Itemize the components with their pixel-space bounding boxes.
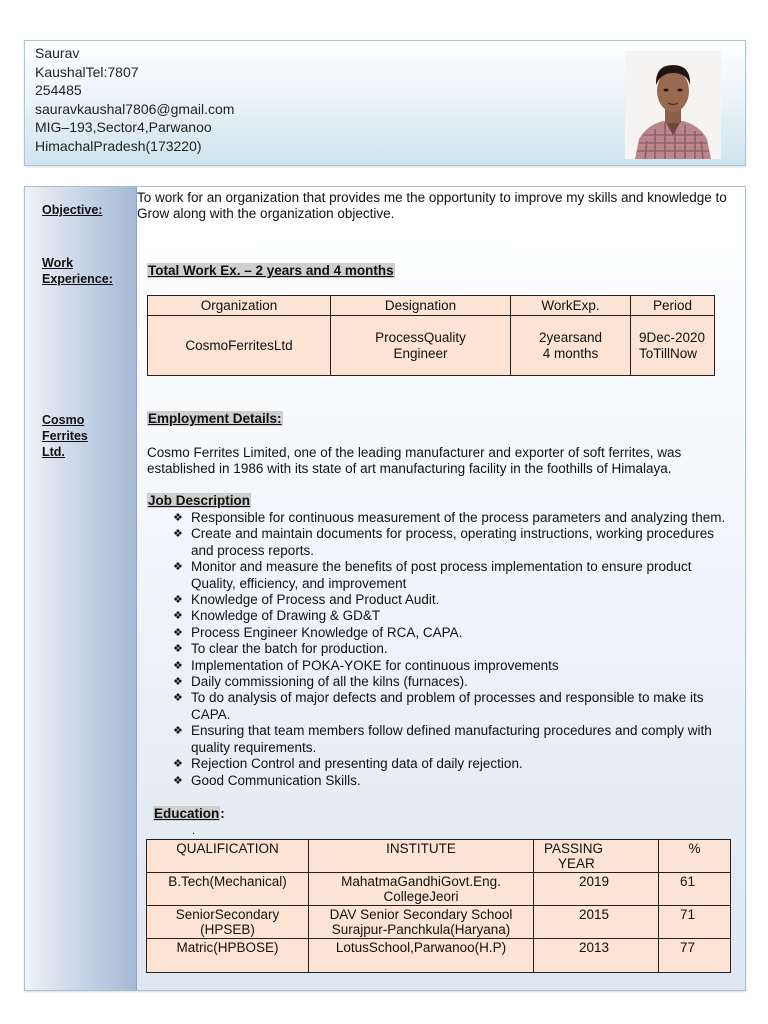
- table-cell: 61: [659, 873, 731, 906]
- designation-line: ProcessQuality: [375, 329, 466, 345]
- employment-text: Cosmo Ferrites Limited, one of the leading manufacturer and exporter of soft ferrites, was established in 1986 with its state of art manufacturing facility in the foothills of Himalaya.: [147, 445, 682, 476]
- workexp-line: 2yearsand: [538, 329, 603, 345]
- table-header: %: [659, 840, 731, 873]
- table-cell: [147, 906, 309, 939]
- qualification-line: SeniorSecondary: [175, 907, 280, 922]
- contact-line: 254485: [35, 82, 82, 98]
- workexp-line: 4 months: [542, 345, 599, 361]
- contact-block: [35, 44, 234, 155]
- sidebar-label-experience: Experience:: [42, 272, 113, 286]
- education-table: [146, 839, 731, 973]
- list-item: ❖ To do analysis of major defects and problem of processes and responsible to make its CAPA.: [147, 690, 739, 723]
- sidebar-label-ferrites: Ferrites: [42, 429, 88, 443]
- list-item: ❖ Monitor and measure the benefits of post process implementation to ensure product Quality, efficiency, and improvement: [147, 559, 739, 592]
- profile-photo-graphic: [625, 51, 721, 159]
- list-item: ❖ Knowledge of Process and Product Audit.: [147, 592, 739, 608]
- table-cell: CosmoFerritesLtd: [148, 316, 331, 376]
- list-item: ❖ Process Engineer Knowledge of RCA, CAPA.: [147, 625, 739, 641]
- table-cell: [631, 316, 715, 376]
- section-content: [137, 187, 745, 990]
- table-cell: [511, 316, 631, 376]
- table-cell: 71: [659, 906, 731, 939]
- contact-line: MIG–193,Sector4,Parwanoo: [35, 119, 212, 135]
- header-year: YEAR: [558, 856, 595, 871]
- resume-body: [24, 186, 746, 991]
- education-dot: .: [192, 825, 196, 837]
- table-cell: 2013: [534, 939, 659, 973]
- table-header: Period: [631, 296, 715, 316]
- table-cell: [309, 873, 534, 906]
- table-header: INSTITUTE: [309, 840, 534, 873]
- table-cell: 2015: [534, 906, 659, 939]
- institute-line: CollegeJeori: [383, 889, 459, 904]
- table-cell: [309, 906, 534, 939]
- contact-line: HimachalPradesh(173220): [35, 137, 202, 154]
- work-experience-table: [147, 295, 715, 376]
- employment-details-title: Employment Details:: [148, 411, 282, 426]
- designation-line: Engineer: [393, 345, 448, 361]
- table-cell: 77: [659, 939, 731, 973]
- institute-line: Surajpur-Panchkula(Haryana): [331, 922, 511, 937]
- contact-header: [24, 40, 746, 166]
- list-item: ❖ Rejection Control and presenting data of daily rejection.: [147, 756, 739, 772]
- profile-photo: [625, 51, 721, 159]
- objective-text: To work for an organization that provides me the opportunity to improve my skills and knowledge to Grow along with the organization objective.: [137, 190, 727, 221]
- institute-line: DAV Senior Secondary School: [329, 907, 513, 922]
- sidebar-label-cosmo: Cosmo: [42, 413, 85, 427]
- table-cell: LotusSchool,Parwanoo(H.P): [309, 939, 534, 973]
- job-description-title: Job Description: [148, 493, 251, 508]
- table-cell: Matric(HPBOSE): [147, 939, 309, 973]
- sidebar-label-ltd: Ltd.: [42, 445, 65, 459]
- header-passing: PASSING: [544, 841, 604, 856]
- qualification-line: (HPSEB): [200, 922, 255, 937]
- table-header: [534, 840, 659, 873]
- table-header: Organization: [148, 296, 331, 316]
- education-title: Education: [154, 806, 220, 821]
- contact-line: KaushalTel:7807: [35, 63, 139, 80]
- list-item: ❖ Ensuring that team members follow defined manufacturing procedures and comply with quality requirements.: [147, 723, 739, 756]
- sidebar-label-work: Work: [42, 256, 74, 270]
- total-work-experience: Total Work Ex. – 2 years and 4 months: [148, 263, 394, 278]
- education-title-colon: :: [220, 806, 225, 821]
- table-cell: 2019: [534, 873, 659, 906]
- list-item: ❖ Responsible for continuous measurement of the process parameters and analyzing them.: [147, 510, 739, 526]
- job-description-list: [147, 510, 739, 789]
- table-cell: [331, 316, 511, 376]
- table-header: WorkExp.: [511, 296, 631, 316]
- section-sidebar: [25, 187, 137, 990]
- table-header: Designation: [331, 296, 511, 316]
- list-item: ❖ Knowledge of Drawing & GD&T: [147, 608, 739, 624]
- sidebar-label-objective: Objective:: [42, 203, 103, 217]
- list-item: ❖ Good Communication Skills.: [147, 773, 739, 789]
- institute-line: MahatmaGandhiGovt.Eng.: [341, 874, 501, 889]
- list-item: ❖ Create and maintain documents for process, operating instructions, working procedures and process reports.: [147, 526, 739, 559]
- period-line: 9Dec-2020: [639, 329, 706, 345]
- table-header: QUALIFICATION: [147, 840, 309, 873]
- list-item: ❖ Implementation of POKA-YOKE for continuous improvements: [147, 658, 739, 674]
- contact-line: Saurav: [35, 45, 80, 61]
- contact-email[interactable]: sauravkaushal7806@gmail.com: [35, 100, 235, 117]
- list-item: ❖ Daily commissioning of all the kilns (furnaces).: [147, 674, 739, 690]
- period-line: ToTillNow: [639, 345, 698, 361]
- list-item: ❖ To clear the batch for production.: [147, 641, 739, 657]
- table-cell: B.Tech(Mechanical): [147, 873, 309, 906]
